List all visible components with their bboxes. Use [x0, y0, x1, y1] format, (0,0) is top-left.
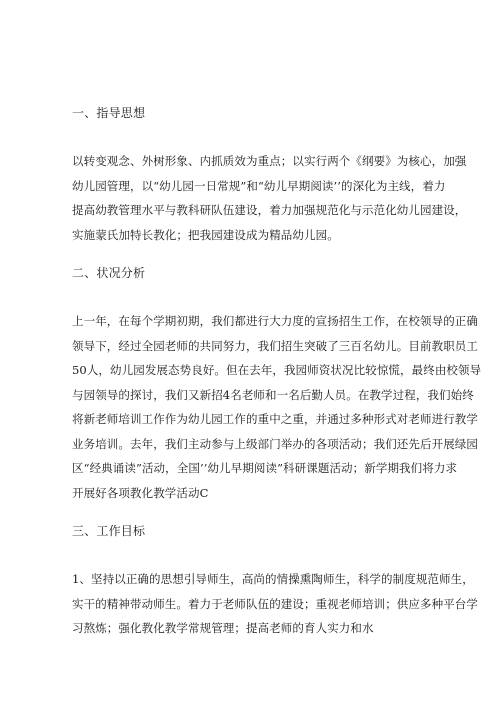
section-heading: 三、工作目标 [72, 524, 146, 538]
section-situation-analysis [72, 264, 482, 505]
paragraph-line: 上一年，在每个学期初期，我们都进行大力度的宣扬招生工作，在校领导的正确 [72, 314, 478, 328]
paragraph-line: 以转变观念、外树形象、内抓质效为重点；以实行两个《纲要》为核心，加强 [72, 154, 467, 168]
paragraph-line: 与园领导的探讨，我们又新招4名老师和一名后勤人员。在教学过程，我们始终 [72, 387, 474, 402]
document-body [72, 104, 482, 654]
paragraph-line: 实施蒙氏加特长教化；把我园建设成为精品幼儿园。 [72, 227, 339, 242]
section-paragraph [72, 567, 478, 641]
paragraph-line: 50人，幼儿园发展态势良好。但在去年，我园师资状况比较惊慌，最终由校领导 [72, 363, 482, 377]
paragraph-line: 领导下，经过全园老师的共同努力，我们招生突破了三百名幼儿。目前教职员工 [72, 338, 478, 353]
paragraph-line: 实干的精神带动师生。着力于老师队伍的建设；重视老师培训；供应多种平台学 [72, 596, 478, 611]
paragraph-line: 区“经典诵读”活动，全国’’幼儿早期阅读”科研课题活动；新学期我们将力求 [72, 461, 458, 475]
section-guiding-ideology [72, 104, 467, 247]
paragraph-line: 将新老师培训工作作为幼儿园工作的重中之重，并通过多种形式对老师进行教学 [72, 412, 478, 426]
section-paragraph [72, 309, 482, 505]
paragraph-line: 提高幼教管理水平与教科研队伍建设，着力加强规范化与示范化幼儿园建设， [72, 203, 467, 217]
paragraph-line: 幼儿园管理，以“幼儿园一日常规”和“幼儿早期阅读’’的深化为主线，着力 [72, 178, 446, 193]
paragraph-line: 开展好各项教化教学活动C [72, 485, 209, 500]
section-work-goals [72, 522, 478, 641]
section-heading: 一、指导思想 [72, 106, 146, 120]
section-heading: 二、状况分析 [72, 266, 146, 280]
paragraph-line: 1、坚持以正确的思想引导师生，高尚的情操熏陶师生，科学的制度规范师生， [72, 572, 474, 586]
section-paragraph [72, 149, 467, 247]
paragraph-line: 业务培训。去年，我们主动参与上级部门举办的各项活动；我们还先后开展绿园 [72, 436, 478, 451]
paragraph-line: 习熬炼；强化教化教学常规管理；提高老师的育人实力和水 [72, 621, 374, 635]
